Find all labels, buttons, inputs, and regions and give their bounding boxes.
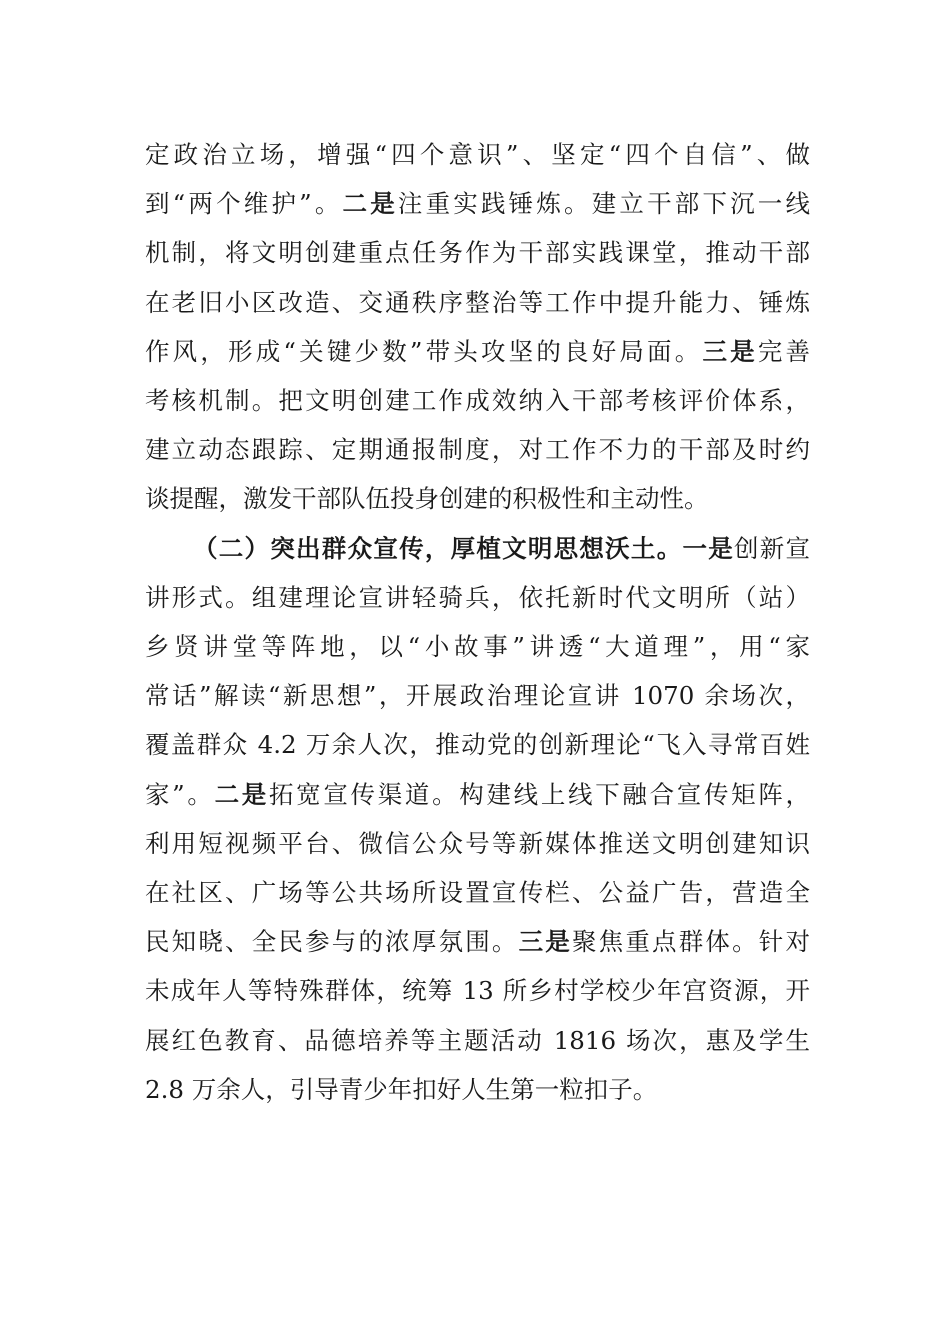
emphasis-label: 二是 [342, 189, 398, 219]
text-line: 常话”解读“新思想”，开展政治理论宣讲 1070 余场次， [145, 681, 810, 711]
text-line: 未成年人等特殊群体，统筹 13 所乡村学校少年宫资源，开 [145, 976, 810, 1006]
text-line: 定政治立场，增强“四个意识”、坚定“四个自信”、做 [145, 140, 810, 169]
section-heading: （二）突出群众宣传，厚植文明思想沃土。 [193, 533, 683, 563]
emphasis-label: 三是 [702, 336, 758, 366]
text-line: 利用短视频平台、微信公众号等新媒体推送文明创建知识 [145, 828, 810, 858]
text-line: 机制，将文明创建重点任务作为干部实践课堂，推动干部 [145, 238, 810, 268]
text-line: 2.8 万余人，引导青少年扣好人生第一粒扣子。 [145, 1074, 658, 1104]
emphasis-label: 二是 [214, 779, 269, 809]
text-line: 考核机制。把文明创建工作成效纳入干部考核评价体系， [145, 386, 810, 416]
text-line: 乡贤讲堂等阵地，以“小故事”讲透“大道理”，用“家 [145, 632, 810, 662]
text-line: 在老旧小区改造、交通秩序整治等工作中提升能力、锤炼 [145, 287, 810, 317]
text-line: 展红色教育、品德培养等主题活动 1816 场次，惠及学生 [145, 1025, 810, 1055]
text-line: 讲形式。组建理论宣讲轻骑兵，依托新时代文明所（站） [145, 582, 810, 612]
text-line: 作风，形成“关键少数”带头攻坚的良好局面。三是完善 [145, 336, 810, 366]
text-line: 家”。二是拓宽宣传渠道。构建线上线下融合宣传矩阵， [145, 779, 811, 809]
text-line: 覆盖群众 4.2 万余人次，推动党的创新理论“飞入寻常百姓 [145, 730, 810, 760]
text-line: 民知晓、全民参与的浓厚氛围。三是聚焦重点群体。针对 [145, 927, 810, 957]
emphasis-label: 三是 [518, 927, 572, 957]
text-line: 到“两个维护”。二是注重实践锤炼。建立干部下沉一线 [145, 189, 810, 219]
text-line: 在社区、广场等公共场所设置宣传栏、公益广告，营造全 [145, 878, 810, 908]
text-line: 谈提醒，激发干部队伍投身创建的积极性和主动性。 [145, 484, 709, 514]
text-line: 建立动态跟踪、定期通报制度，对工作不力的干部及时约 [145, 435, 810, 465]
section-heading-line: （二）突出群众宣传，厚植文明思想沃土。一是创新宣 [193, 533, 811, 563]
document-body [145, 130, 810, 1114]
emphasis-label: 一是 [682, 533, 734, 563]
